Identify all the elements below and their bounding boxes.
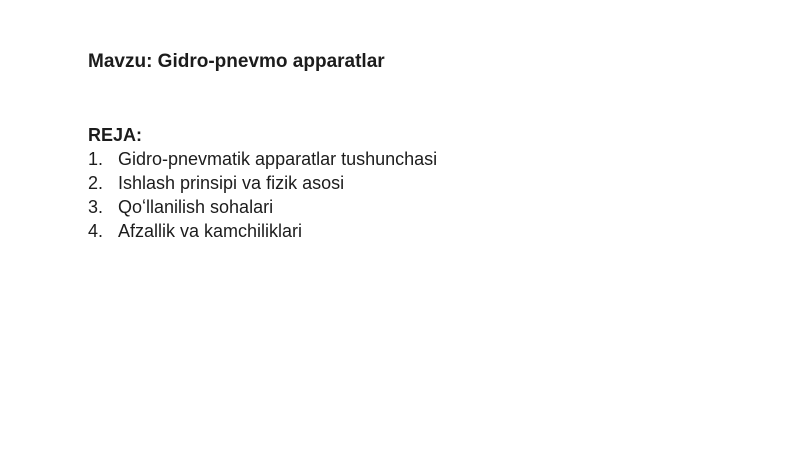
plan-item-number: 3. xyxy=(88,197,104,217)
plan-item-text: Afzallik va kamchiliklari xyxy=(118,221,303,241)
plan-item-number: 2. xyxy=(88,173,104,193)
plan-item xyxy=(88,171,437,195)
plan-item-number: 1. xyxy=(88,149,104,169)
plan-item xyxy=(88,219,437,243)
plan-item xyxy=(88,147,437,171)
plan-item xyxy=(88,195,437,219)
plan-section xyxy=(88,123,437,243)
plan-item-text: Gidro-pnevmatik apparatlar tushunchasi xyxy=(118,149,438,169)
plan-list xyxy=(88,147,437,243)
slide-title: Mavzu: Gidro-pnevmo apparatlar xyxy=(88,51,385,72)
plan-heading: REJA: xyxy=(88,125,143,145)
plan-item-text: Qoʻllanilish sohalari xyxy=(118,197,274,217)
plan-item-text: Ishlash prinsipi va fizik asosi xyxy=(118,173,345,193)
plan-item-number: 4. xyxy=(88,221,104,241)
